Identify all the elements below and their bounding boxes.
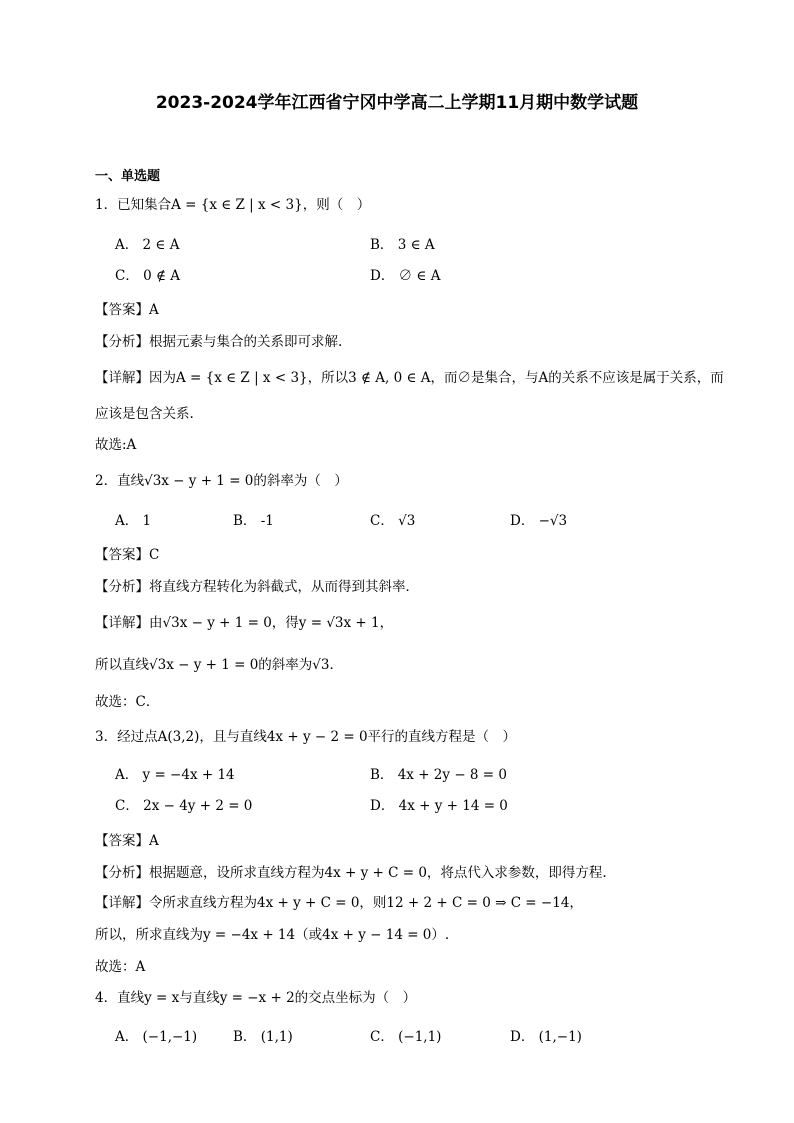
q3-stem: 3．经过点A(3,2)，且与直线4x + y − 2 = 0平行的直线方程是（ ） xyxy=(95,729,517,745)
q1-option-d: D． ∅ ∈ A xyxy=(370,268,441,284)
q3-option-b: B． 4x + 2y − 8 = 0 xyxy=(370,767,507,783)
q2-analysis: 【分析】将直线方程转化为斜截式，从而得到其斜率． xyxy=(95,579,419,595)
q1-detail-line2: 应该是包含关系. xyxy=(95,406,194,422)
q3-option-c: C． 2x − 4y + 2 = 0 xyxy=(115,798,253,814)
q1-analysis: 【分析】根据元素与集合的关系即可求解. xyxy=(95,334,343,350)
q3-analysis: 【分析】根据题意，设所求直线方程为4x + y + C = 0，将点代入求参数，即得方程. xyxy=(95,865,607,881)
q3-detail-line2: 所以，所求直线为y = −4x + 14（或4x + y − 14 = 0）. xyxy=(95,927,450,943)
q2-detail-line1: 【详解】由√3x − y + 1 = 0，得y = √3x + 1， xyxy=(95,615,394,631)
q4-option-b: B． (1,1) xyxy=(233,1029,293,1045)
q3-option-d: D． 4x + y + 14 = 0 xyxy=(370,798,508,814)
q1-answer: 【答案】A xyxy=(95,302,159,318)
q2-option-a: A． 1 xyxy=(115,513,152,529)
q1-detail-line1: 【详解】因为A = {x ∈ Z | x < 3}，所以3 ∉ A, 0 ∈ A，而∅是集合，与A的关系不应该是属于关系，而 xyxy=(95,370,724,386)
q1-option-a: A． 2 ∈ A xyxy=(115,237,180,253)
q3-answer: 【答案】A xyxy=(95,833,159,849)
q4-stem: 4．直线y = x与直线y = −x + 2的交点坐标为（ ） xyxy=(95,990,417,1006)
q1-option-b: B． 3 ∈ A xyxy=(370,237,435,253)
q3-choice: 故选：A xyxy=(95,959,146,975)
q2-stem: 2．直线√3x − y + 1 = 0的斜率为（ ） xyxy=(95,473,348,489)
q2-option-b: B． -1 xyxy=(233,513,274,529)
q4-option-d: D． (1,−1) xyxy=(510,1029,582,1045)
q4-option-a: A． (−1,−1) xyxy=(115,1029,198,1045)
section-heading: 一、单选题 xyxy=(95,169,161,184)
q2-option-d: D． −√3 xyxy=(510,513,568,529)
q3-option-a: A． y = −4x + 14 xyxy=(115,767,235,783)
q2-detail-line2: 所以直线√3x − y + 1 = 0的斜率为√3． xyxy=(95,657,343,673)
page-title: 2023-2024学年江西省宁冈中学高二上学期11月期中数学试题 xyxy=(155,93,639,113)
q2-answer: 【答案】C xyxy=(95,547,160,563)
q1-option-c: C． 0 ∉ A xyxy=(115,268,181,284)
q4-option-c: C． (−1,1) xyxy=(370,1029,442,1045)
q2-choice: 故选：C． xyxy=(95,694,160,710)
q1-stem: 1．已知集合A = {x ∈ Z | x < 3}，则（ ） xyxy=(95,197,371,213)
q1-choice: 故选:A xyxy=(95,437,137,453)
q2-option-c: C． √3 xyxy=(370,513,416,529)
q3-detail-line1: 【详解】令所求直线方程为4x + y + C = 0，则12 + 2 + C = 0 ⇒ C = −14， xyxy=(95,895,583,911)
